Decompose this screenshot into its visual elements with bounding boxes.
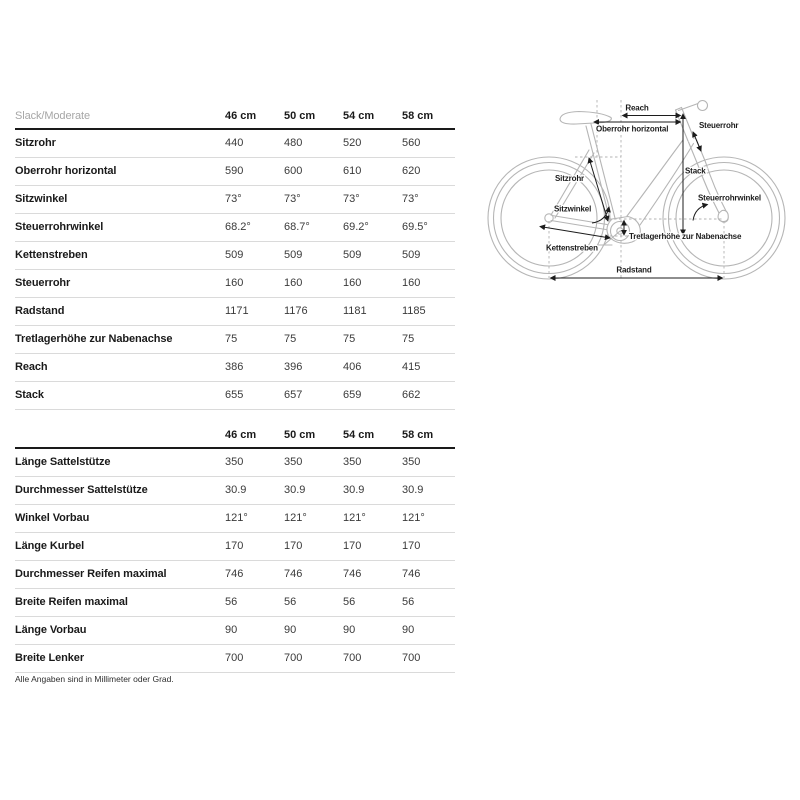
row-value: 610 [343, 165, 362, 177]
row-value: 56 [284, 596, 297, 608]
row-value: 75 [343, 333, 356, 345]
row-value: 560 [402, 137, 421, 149]
table-row [15, 326, 455, 354]
row-value: 620 [402, 165, 421, 177]
table-row [15, 158, 455, 186]
diagram-label-tretlagerhoehe: Tretlagerhöhe zur Nabenachse [629, 232, 742, 241]
table-row [15, 270, 455, 298]
component-spec-rows [15, 449, 455, 673]
row-value: 73° [284, 193, 301, 205]
row-value: 160 [343, 277, 362, 289]
row-value: 657 [284, 389, 303, 401]
row-label: Länge Kurbel [15, 540, 85, 552]
down-tube [640, 144, 694, 226]
row-value: 600 [284, 165, 303, 177]
row-label: Tretlagerhöhe zur Nabenachse [15, 333, 173, 345]
row-label: Breite Lenker [15, 652, 85, 664]
row-label: Durchmesser Sattelstütze [15, 484, 148, 496]
diagram-label-reach: Reach [625, 103, 649, 113]
down-tube [627, 140, 683, 216]
head-tube [676, 110, 689, 141]
row-value: 30.9 [225, 484, 247, 496]
diagram-label-kettenstreben: Kettenstreben [546, 243, 598, 253]
row-value: 56 [225, 596, 238, 608]
row-value: 746 [225, 568, 244, 580]
row-value: 700 [402, 652, 421, 664]
table-row [15, 186, 455, 214]
row-value: 69.5° [402, 221, 428, 233]
table-row [15, 589, 455, 617]
diagram-label-steuerrohr: Steuerrohr [699, 121, 739, 130]
size-column-header: 54 cm [343, 429, 375, 441]
row-value: 1171 [225, 305, 249, 317]
row-value: 121° [225, 512, 248, 524]
row-value: 350 [284, 456, 303, 468]
frame-geometry-rows [15, 130, 455, 410]
row-label: Länge Vorbau [15, 624, 87, 636]
row-value: 1181 [343, 305, 367, 317]
row-value: 90 [284, 624, 297, 636]
row-value: 406 [343, 361, 362, 373]
row-value: 350 [402, 456, 421, 468]
table-variant-label: Slack/Moderate [15, 109, 91, 122]
row-value: 170 [402, 540, 421, 552]
row-label: Stack [15, 389, 44, 401]
size-column-header: 50 cm [284, 429, 316, 441]
row-value: 68.2° [225, 221, 251, 233]
table-row [15, 617, 455, 645]
row-value: 170 [225, 540, 244, 552]
table-row [15, 505, 455, 533]
row-value: 480 [284, 137, 303, 149]
row-value: 75 [284, 333, 297, 345]
row-value: 56 [402, 596, 415, 608]
geometry-table [15, 104, 455, 673]
table-row [15, 449, 455, 477]
row-value: 700 [225, 652, 244, 664]
size-column-header: 58 cm [402, 109, 434, 122]
row-value: 68.7° [284, 221, 310, 233]
row-value: 30.9 [343, 484, 365, 496]
row-value: 170 [343, 540, 362, 552]
table-row [15, 477, 455, 505]
bike-geometry-diagram [482, 93, 798, 293]
row-value: 1185 [402, 305, 426, 317]
diagram-label-oberrohr: Oberrohr horizontal [596, 124, 669, 134]
row-label: Oberrohr horizontal [15, 165, 117, 177]
row-value: 520 [343, 137, 362, 149]
row-value: 386 [225, 361, 244, 373]
diagram-label-sitzwinkel: Sitzwinkel [554, 204, 592, 214]
row-value: 75 [402, 333, 415, 345]
row-label: Steuerrohr [15, 277, 71, 289]
row-value: 662 [402, 389, 421, 401]
row-value: 121° [402, 512, 425, 524]
row-value: 73° [402, 193, 419, 205]
row-value: 73° [225, 193, 242, 205]
row-value: 509 [343, 249, 362, 261]
table-row [15, 645, 455, 673]
table-row [15, 382, 455, 410]
diagram-label-radstand: Radstand [616, 265, 652, 275]
table-row [15, 561, 455, 589]
row-value: 30.9 [402, 484, 424, 496]
diagram-label-stack: Stack [685, 166, 706, 176]
row-value: 90 [402, 624, 415, 636]
footnote: Alle Angaben sind in Millimeter oder Grad. [15, 674, 174, 684]
row-label: Durchmesser Reifen maximal [15, 568, 167, 580]
row-value: 350 [225, 456, 244, 468]
row-label: Steuerrohrwinkel [15, 221, 104, 233]
row-value: 396 [284, 361, 303, 373]
diagram-label-steuerrohrwinkel: Steuerrohrwinkel [698, 193, 761, 203]
row-label: Radstand [15, 305, 65, 317]
row-value: 415 [402, 361, 421, 373]
row-value: 440 [225, 137, 244, 149]
row-value: 160 [225, 277, 244, 289]
row-value: 1176 [284, 305, 308, 317]
row-value: 170 [284, 540, 303, 552]
handlebar-grip-icon [698, 101, 708, 111]
row-value: 509 [402, 249, 421, 261]
table-row [15, 298, 455, 326]
row-value: 121° [284, 512, 307, 524]
row-label: Länge Sattelstütze [15, 456, 111, 468]
table-row [15, 354, 455, 382]
diagram-labels [546, 104, 761, 275]
row-value: 90 [225, 624, 238, 636]
row-value: 75 [225, 333, 238, 345]
table-header-row [15, 410, 455, 449]
row-value: 121° [343, 512, 366, 524]
row-value: 700 [343, 652, 362, 664]
table-header-row [15, 104, 455, 130]
row-value: 746 [343, 568, 362, 580]
row-value: 659 [343, 389, 362, 401]
row-label: Sitzrohr [15, 137, 56, 149]
row-label: Kettenstreben [15, 249, 88, 261]
rear-wheel-icon [488, 157, 610, 279]
table-row [15, 214, 455, 242]
dimension-arrows [540, 114, 723, 278]
row-value: 90 [343, 624, 356, 636]
size-column-header: 58 cm [402, 429, 434, 441]
row-value: 746 [402, 568, 421, 580]
row-label: Reach [15, 361, 48, 373]
size-column-header: 46 cm [225, 109, 257, 122]
row-value: 700 [284, 652, 303, 664]
row-value: 509 [225, 249, 244, 261]
row-value: 509 [284, 249, 303, 261]
row-label: Sitzwinkel [15, 193, 68, 205]
size-column-header: 54 cm [343, 109, 375, 122]
row-value: 56 [343, 596, 356, 608]
row-value: 160 [402, 277, 421, 289]
row-label: Breite Reifen maximal [15, 596, 128, 608]
table-row [15, 533, 455, 561]
diagram-label-sitzrohr: Sitzrohr [555, 174, 585, 183]
table-row [15, 242, 455, 270]
row-value: 350 [343, 456, 362, 468]
row-label: Winkel Vorbau [15, 512, 90, 524]
size-column-header: 46 cm [225, 429, 257, 441]
row-value: 160 [284, 277, 303, 289]
row-value: 746 [284, 568, 303, 580]
row-value: 30.9 [284, 484, 306, 496]
row-value: 69.2° [343, 221, 369, 233]
row-value: 73° [343, 193, 360, 205]
row-value: 590 [225, 165, 244, 177]
row-value: 655 [225, 389, 244, 401]
size-column-header: 50 cm [284, 109, 316, 122]
table-row [15, 130, 455, 158]
